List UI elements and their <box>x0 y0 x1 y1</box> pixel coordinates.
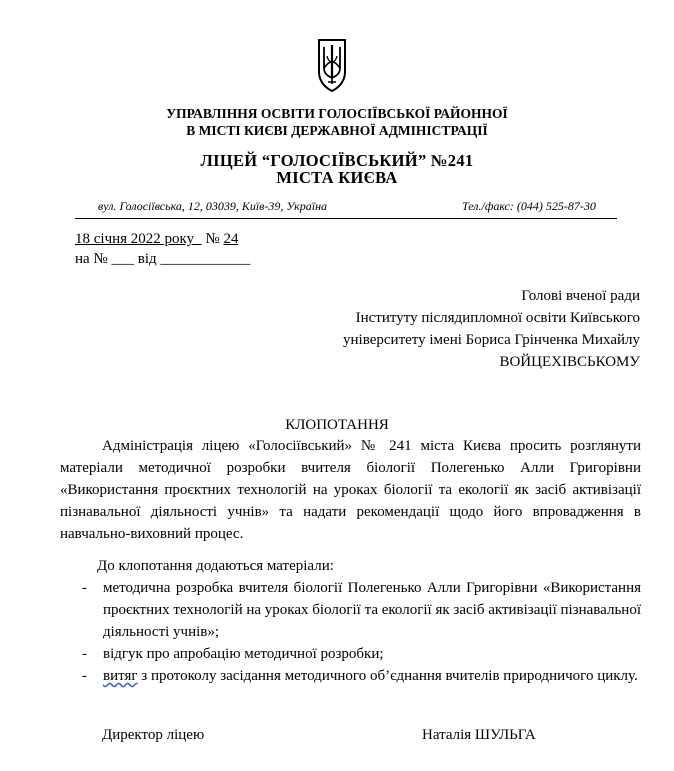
lyceum-name <box>0 152 674 186</box>
letter-number: 24 <box>223 231 239 247</box>
main-paragraph: Адміністрація ліцею «Голосіївський» № 241 міста Києва просить розглянути матеріали методичної розробки вчителя біології Полегенько Алли Григорівни «Використання проєктних технологій на уроках біології та екології як засіб активізації пізнавальної діяльності учнів» та надати рекомендації щодо його впровадження в навчально-виховний процес. <box>60 438 641 542</box>
bullet-dash: - <box>82 580 87 596</box>
org-name <box>0 105 674 139</box>
addressee <box>220 285 640 373</box>
letter-date: 18 січня 2022 року <box>75 231 195 247</box>
document-title: КЛОПОТАННЯ <box>285 417 389 433</box>
list-item: - методична розробка вчителя біології Полегенько Алли Григорівни «Використання проєктних технологій на уроках біології та екології як засіб активізації пізнавальної діяльності учнів»; <box>0 577 674 643</box>
addressee-line-2: Інституту післядипломної освіти Київського <box>355 310 640 326</box>
lyceum-line-2: МІСТА КИЄВА <box>276 168 398 187</box>
signature-position: Директор ліцею <box>102 727 205 743</box>
letterhead-divider <box>75 218 617 219</box>
reply-ref: на № ___ від ____________ <box>75 251 251 267</box>
org-line-2: В МІСТІ КИЄВІ ДЕРЖАВНОЇ АДМІНІСТРАЦІЇ <box>186 123 488 138</box>
addressee-line-3: університету імені Бориса Грінченка Михайлу <box>343 332 640 348</box>
addressee-line-4: ВОЙЦЕХІВСЬКОМУ <box>499 354 640 370</box>
list-item: - відгук про апробацію методичної розробки; <box>0 643 674 665</box>
address: вул. Голосіївська, 12, 03039, Київ-39, Україна <box>98 199 328 213</box>
outgoing-ref <box>75 228 238 250</box>
signature-name: Наталія ШУЛЬГА <box>422 727 536 743</box>
attachments-intro: До клопотання додаються матеріали: <box>97 558 334 574</box>
attachments-list <box>0 577 674 687</box>
phone-fax: Тел./факс: (044) 525-87-30 <box>462 199 596 213</box>
number-label: № <box>205 231 220 247</box>
list-item: - витяг з протоколу засідання методичного об’єднання вчителів природничого циклу. <box>0 665 674 687</box>
lyceum-line-1: ЛІЦЕЙ “ГОЛОСІЇВСЬКИЙ” №241 <box>200 151 474 170</box>
org-line-1: УПРАВЛІННЯ ОСВІТИ ГОЛОСІЇВСЬКОЇ РАЙОННОЇ <box>166 106 508 121</box>
bullet-dash: - <box>82 646 87 662</box>
bullet-dash: - <box>82 668 87 684</box>
addressee-line-1: Голові вченої ради <box>521 288 640 304</box>
trident-emblem-icon <box>316 38 348 92</box>
spellcheck-word: витяг <box>103 668 138 684</box>
